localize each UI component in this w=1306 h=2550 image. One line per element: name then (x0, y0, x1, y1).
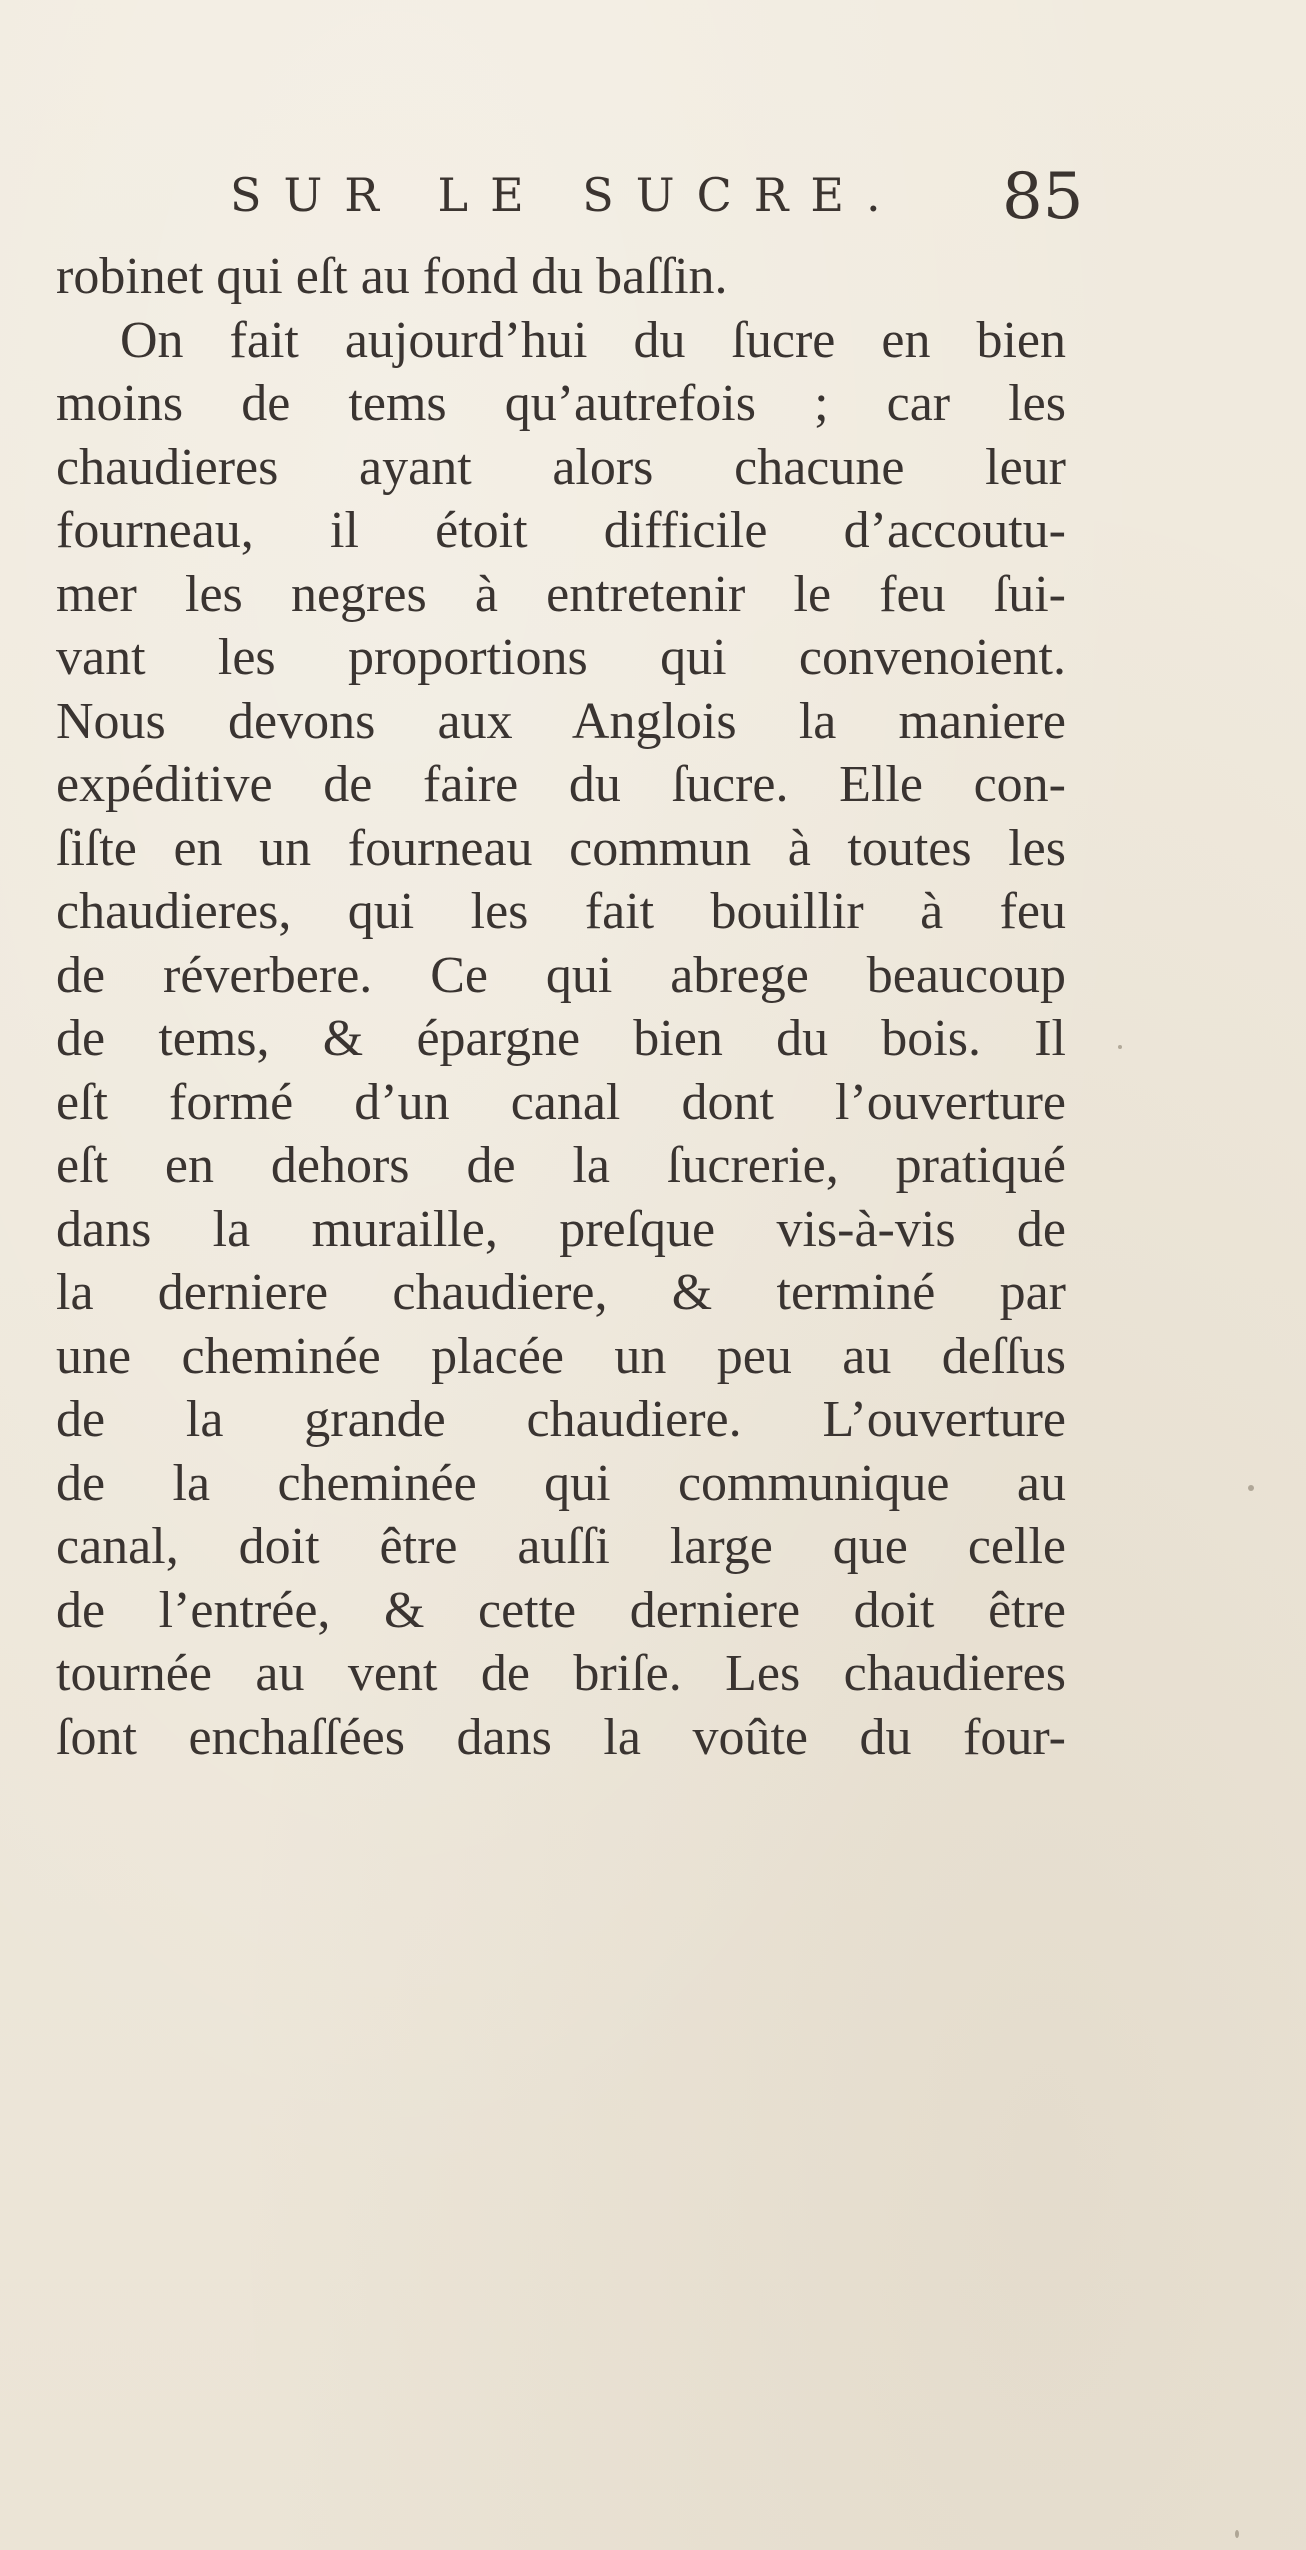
paper-speck (1248, 1485, 1254, 1491)
text-line-10: ſiſte en un fourneau commun à toutes les (56, 819, 1066, 877)
text-line-17: la derniere chaudiere, & terminé par (56, 1264, 1066, 1321)
paper-speck (1235, 2530, 1239, 2538)
running-head (0, 160, 1306, 248)
text-line-14: eſt formé d’un canal dont l’ouverture (56, 1073, 1066, 1131)
text-line-22: de l’entrée, & cette derniere doit être (56, 1581, 1066, 1639)
text-line-9: expéditive de faire du ſucre. Elle con- (56, 756, 1066, 813)
text-line-3: moins de tems qu’autrefois ; car les (56, 375, 1066, 432)
text-line-13: de tems, & épargne bien du bois. Il (56, 1010, 1066, 1067)
text-line-21: canal, doit être auſſi large que celle (56, 1518, 1066, 1575)
body-text (56, 245, 1066, 1769)
text-line-12: de réverbere. Ce qui abrege beaucoup (56, 946, 1066, 1004)
text-line-8: Nous devons aux Anglois la maniere (56, 692, 1066, 750)
text-line-1: robinet qui eſt au fond du baſſin. (56, 248, 728, 305)
text-line-19: de la grande chaudiere. L’ouverture (56, 1391, 1066, 1448)
text-line-24: ſont enchaſſées dans la voûte du four- (56, 1708, 1066, 1766)
paper-speck (1118, 1045, 1122, 1049)
text-line-20: de la cheminée qui communique au (56, 1454, 1066, 1512)
text-line-15: eſt en dehors de la ſucrerie, pratiqué (56, 1137, 1066, 1194)
text-line-18: une cheminée placée un peu au deſſus (56, 1327, 1066, 1385)
text-line-7: vant les proportions qui convenoient. (56, 629, 1066, 686)
running-head-title: SUR LE SUCRE. (230, 168, 903, 222)
text-line-2: On fait aujourd’hui du ſucre en bien (120, 311, 1066, 369)
text-line-23: tournée au vent de briſe. Les chaudieres (56, 1645, 1066, 1702)
text-line-5: fourneau, il étoit difficile d’accoutu- (56, 502, 1066, 559)
page-number: 85 (1002, 160, 1084, 234)
text-line-16: dans la muraille, preſque vis-à-vis de (56, 1200, 1066, 1258)
text-line-4: chaudieres ayant alors chacune leur (56, 438, 1066, 496)
text-line-6: mer les negres à entretenir le feu ſui- (56, 565, 1066, 623)
text-line-11: chaudieres, qui les fait bouillir à feu (56, 883, 1066, 940)
